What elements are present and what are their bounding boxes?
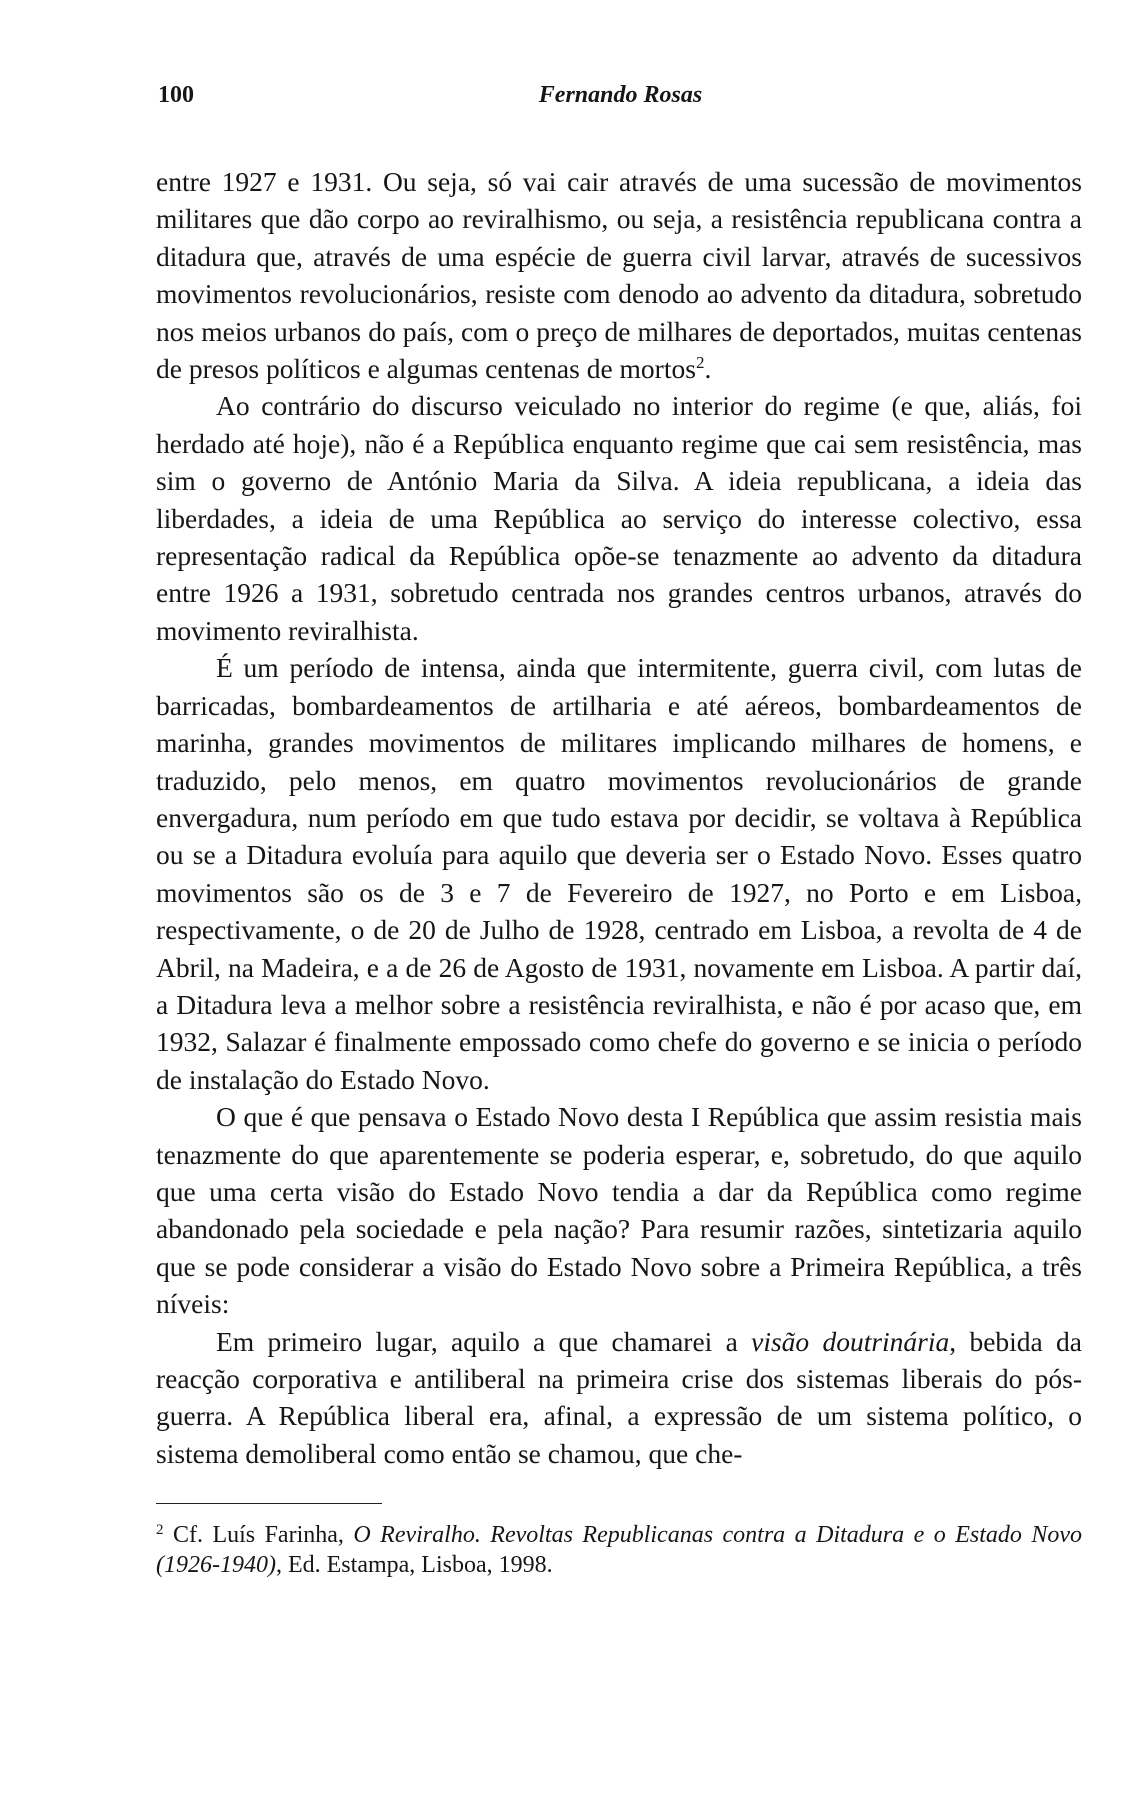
footnote-2-title: O Reviralho. Revoltas Republicanas contra a Ditadura e o Estado Novo (1926-1940) xyxy=(156,1522,1082,1578)
paragraph-5-end: , bebida da reacção corporativa e antiliberal na primeira crise dos sistemas liberais do pós-guerra. A República liberal era, afinal, a expressão de um sistema político, o sistema demoliberal como então se chamou, que che- xyxy=(156,1325,1082,1469)
footnote-2-text: Cf. Luís Farinha, xyxy=(163,1522,354,1548)
paragraph-1 xyxy=(156,163,1082,387)
footnote-2-publisher: , Ed. Estampa, Lisboa, 1998. xyxy=(275,1552,553,1578)
paragraph-3: É um período de intensa, ainda que intermitente, guerra civil, com lutas de barricadas, bombardeamentos de artilharia e até aéreos, bombardeamentos de marinha, grandes movimentos de militares implicando milhares de homens, e traduzido, pelo menos, em quatro movimentos revolucionários de grande envergadura, num período em que tudo estava por decidir, se voltava à República ou se a Ditadura evoluía para aquilo que deveria ser o Estado Novo. Esses quatro movimentos são os de 3 e 7 de Fevereiro de 1927, no Porto e em Lisboa, respectivamente, o de 20 de Julho de 1928, centrado em Lisboa, a revolta de 4 de Abril, na Madeira, e a de 26 de Agosto de 1931, novamente em Lisboa. A partir daí, a Ditadura leva a melhor sobre a resistência reviralhista, e não é por acaso que, em 1932, Salazar é finalmente empossado como chefe do governo e se inicia o período de instalação do Estado Novo. xyxy=(156,652,1082,1095)
running-header xyxy=(158,82,1083,122)
paragraph-5-emphasis: visão doutrinária xyxy=(751,1325,950,1357)
body-text xyxy=(156,163,1082,1472)
footnote-2 xyxy=(156,1520,1082,1580)
paragraph-5 xyxy=(156,1323,1082,1473)
paragraph-4: O que é que pensava o Estado Novo desta I República que assim resistia mais tenazmente do que aparentemente se poderia esperar, e, sobretudo, do que aquilo que uma certa visão do Estado Novo tendia a dar da República como regime abandonado pela sociedade e pela nação? Para resumir razões, sintetizaria aquilo que se pode considerar a visão do Estado Novo sobre a Primeira República, a três níveis: xyxy=(156,1101,1082,1320)
footnote-reference-2[interactable]: 2 xyxy=(695,353,705,373)
page-number: 100 xyxy=(158,82,194,108)
footnote-mark: 2 xyxy=(156,1522,164,1538)
footnote-2-text-block xyxy=(156,1520,1082,1580)
paragraph-1-end: . xyxy=(704,353,712,385)
running-title-author: Fernando Rosas xyxy=(538,82,703,108)
paragraph-5-text: Em primeiro lugar, aquilo a que chamarei a xyxy=(216,1325,752,1357)
footnote-rule xyxy=(156,1503,382,1504)
paragraph-1-text: entre 1927 e 1931. Ou seja, só vai cair através de uma sucessão de movimentos militares que dão corpo ao reviralhismo, ou seja, a resistência republicana contra a ditadura que, através de uma espécie de guerra civil larvar, através de sucessivos movimentos revolucionários, resiste com denodo ao advento da ditadura, sobretudo nos meios urbanos do país, com o preço de milhares de deportados, muitas centenas de presos políticos e algumas centenas de mortos xyxy=(156,166,1082,385)
paragraph-2: Ao contrário do discurso veiculado no interior do regime (e que, aliás, foi herdado até hoje), não é a República enquanto regime que cai sem resistência, mas sim o governo de António Maria da Silva. A ideia republicana, a ideia das liberdades, a ideia de uma República ao serviço do interesse colectivo, essa representação radical da República opõe-se tenazmente ao advento da ditadura entre 1926 a 1931, sobretudo centrada nos grandes centros urbanos, através do movimento reviralhista. xyxy=(156,390,1082,646)
